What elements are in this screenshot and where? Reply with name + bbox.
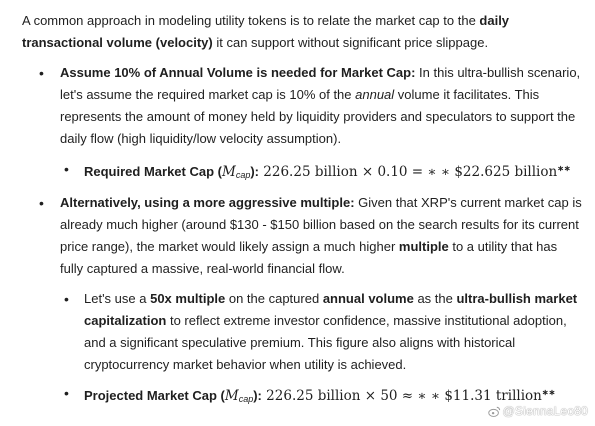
document-body xyxy=(22,10,582,416)
bullet-1-italic: annual xyxy=(355,87,395,102)
watermark xyxy=(488,404,588,418)
projected-cap-formula: 226.25 billion × 50 ≈ ∗ ∗ $11.31 trillion xyxy=(261,388,542,404)
math-subscript: cap xyxy=(238,394,254,404)
sub-bullet-50x-multiple xyxy=(60,288,582,376)
projected-cap-label: Projected Market Cap ( xyxy=(84,388,225,403)
bullet-dot-icon: • xyxy=(39,65,44,81)
weibo-icon xyxy=(488,405,501,418)
sub-1-text-2: on the captured xyxy=(225,291,323,306)
required-cap-formula: 226.25 billion × 0.10 = ∗ ∗ $22.625 billion xyxy=(259,164,558,180)
bullet-2-text-end: to a utility that has fully captured a massive, real-world financial flow. xyxy=(60,239,558,276)
bullet-dot-icon: • xyxy=(64,385,69,401)
math-subscript: cap xyxy=(235,170,251,180)
formula-stars: ∗∗ xyxy=(557,164,571,173)
watermark-text: @SiennaLeo80 xyxy=(502,404,588,418)
required-cap-label-end: ): xyxy=(250,164,259,179)
bullet-1-text-end: volume it facilitates. This represents the amount of money held by liquidity providers and speculators to support the daily flow (high liquidity/low velocity assumption). xyxy=(60,87,576,146)
bullet-1-text: In this ultra-bullish scenario, let's assume the required market cap is 10% of the xyxy=(60,65,581,102)
projected-cap-label-end: ): xyxy=(253,388,262,403)
sub-1-bold-volume: annual volume xyxy=(322,291,414,306)
bullet-2-bold-term: multiple xyxy=(398,239,449,254)
sub-1-bold-cap: ultra-bullish market capitalization xyxy=(84,291,578,328)
required-cap-label: Required Market Cap ( xyxy=(84,164,222,179)
sub-bullet-required-cap xyxy=(60,158,582,186)
bullet-item-aggressive-multiple xyxy=(22,192,582,410)
main-bullet-list xyxy=(22,62,582,410)
bullet-dot-icon: • xyxy=(64,161,69,177)
sub-1-text-3: as the xyxy=(413,291,457,306)
intro-text-end: it can support without significant price slippage. xyxy=(212,35,489,50)
intro-text: A common approach in modeling utility tokens is to relate the market cap to the xyxy=(22,13,480,28)
intro-paragraph xyxy=(22,10,582,54)
formula-stars: ∗∗ xyxy=(541,388,556,397)
bullet-item-annual-volume xyxy=(22,62,582,186)
bullet-1-heading: Assume 10% of Annual Volume is needed for Market Cap: xyxy=(60,65,416,80)
math-variable: M xyxy=(221,164,236,180)
math-variable: M xyxy=(224,388,239,404)
bullet-dot-icon: • xyxy=(39,195,44,211)
sub-bullet-list-1 xyxy=(60,158,582,186)
sub-1-bold-multiple: 50x multiple xyxy=(150,291,226,306)
sub-bullet-list-2 xyxy=(60,288,582,410)
sub-1-text-4: to reflect extreme investor confidence, massive institutional adoption, and a significant speculative premium. This figure also aligns with historical cryptocurrency market behavior when utility is achieved. xyxy=(84,313,567,372)
intro-bold-term: daily transactional volume (velocity) xyxy=(22,13,510,50)
sub-1-text: Let's use a xyxy=(84,291,151,306)
bullet-dot-icon: • xyxy=(64,291,69,307)
bullet-2-text: Given that XRP's current market cap is already much higher (around $130 - $150 billion based on the search results for its current price range), the market would likely assign a much higher xyxy=(60,195,582,254)
bullet-2-heading: Alternatively, using a more aggressive multiple: xyxy=(60,195,355,210)
